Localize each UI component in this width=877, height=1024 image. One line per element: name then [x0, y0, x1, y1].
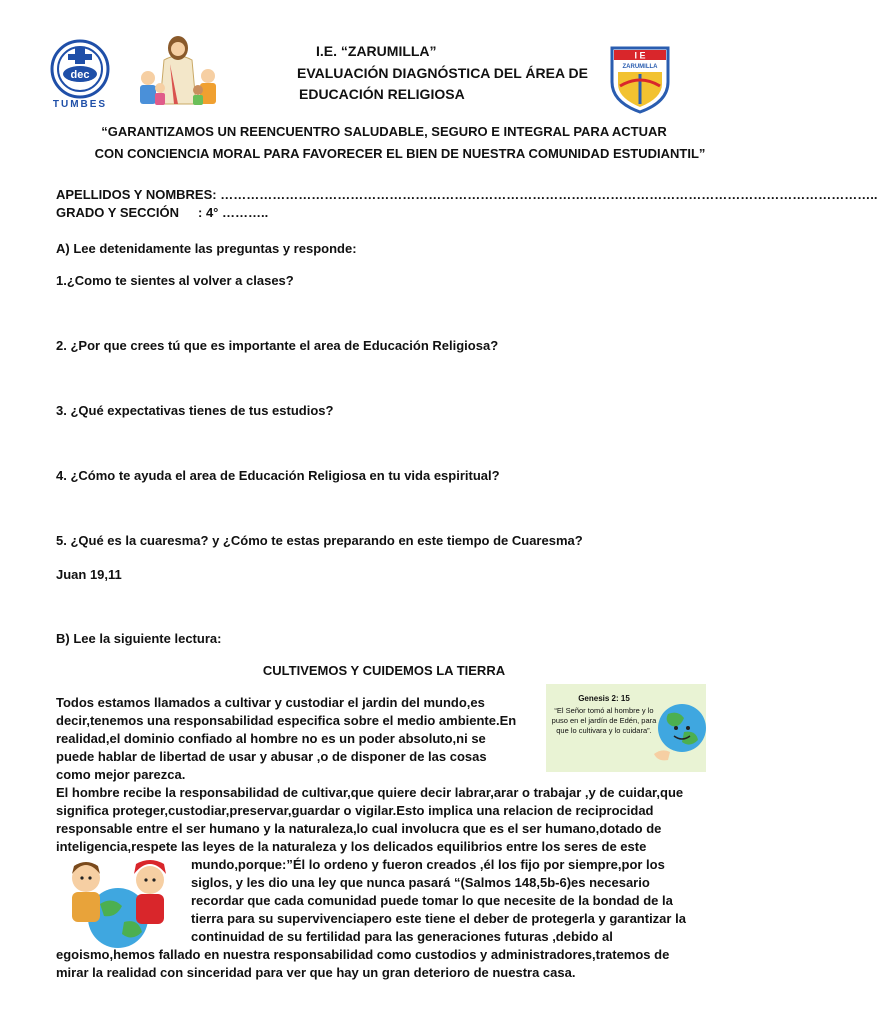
dec-tumbes-logo: [44, 36, 116, 108]
grade-section-field[interactable]: : 4° ………..: [198, 205, 269, 220]
paragraph-line: decir,tenemos una responsabilidad especifica sobre el medio ambiente.En: [56, 713, 517, 728]
question-4: 4. ¿Cómo te ayuda el area de Educación Religiosa en tu vida espiritual?: [56, 468, 500, 483]
question-1: 1.¿Como te sientes al volver a clases?: [56, 273, 294, 288]
question-5: 5. ¿Qué es la cuaresma? y ¿Cómo te estas preparando en este tiempo de Cuaresma?: [56, 533, 583, 548]
motto-line1: “GARANTIZAMOS UN REENCUENTRO SALUDABLE, SEGURO E INTEGRAL PARA ACTUAR: [101, 124, 667, 139]
paragraph-line: siglos, y les dio una ley que nunca pasará “(Salmos 148,5b-6)es necesario: [191, 875, 650, 890]
paragraph-line: significa proteger,custodiar,preservar,guardar o vigilar.Esto implica una relacion de reciprocidad: [56, 803, 654, 818]
jesus-with-children-illustration: [130, 30, 226, 106]
paragraph-line: Todos estamos llamados a cultivar y custodiar el jardin del mundo,es: [56, 695, 485, 710]
grade-section-label: GRADO Y SECCIÓN: [56, 205, 180, 220]
reading-paragraph-2-continued: [191, 856, 712, 946]
genesis-quote: “El Señor tomó al hombre y lo puso en el jardín de Edén, para que lo cultivara y lo cuidara”.: [551, 706, 657, 735]
genesis-quote-card: [546, 684, 706, 772]
paragraph-line: inteligencia,respete las leyes de la naturaleza y los delicados equilibrios entre los seres de este: [56, 839, 647, 854]
document-title-line2: EDUCACIÓN RELIGIOSA: [299, 86, 465, 102]
reading-paragraph-2: [56, 784, 712, 856]
school-name: I.E. “ZARUMILLA”: [316, 43, 437, 59]
paragraph-line: continuidad de su fertilidad para las generaciones futuras ,debido al: [191, 929, 613, 944]
genesis-reference: Genesis 2: 15: [578, 694, 630, 703]
shield-caption: ZARUMILLA: [622, 64, 658, 70]
question-2: 2. ¿Por que crees tú que es importante el area de Educación Religiosa?: [56, 338, 499, 353]
paragraph-line: como mejor parezca.: [56, 767, 186, 782]
dec-logo-caption: TUMBES: [52, 99, 108, 110]
paragraph-line: El hombre recibe la responsabilidad de cultivar,que quiere decir labrar,arar o trabajar ,y de cuidar,que: [56, 785, 684, 800]
paragraph-line: egoismo,hemos fallado en nuestra responsabilidad como custodios y administradores,tratemos de: [56, 947, 670, 962]
shield-text: I E: [634, 50, 646, 61]
paragraph-line: recordar que cada comunidad puede tomar lo que necesite de la bondad de la: [191, 893, 673, 908]
paragraph-line: mirar la realidad con sinceridad para ver que hay un gran deterioro de nuestra casa.: [56, 965, 576, 980]
paragraph-line: puede hablar de libertad de usar y abusar ,o de disponer de las cosas: [56, 749, 487, 764]
dec-logo-text: dec: [70, 69, 90, 81]
document-title-line1: EVALUACIÓN DIAGNÓSTICA DEL ÁREA DE: [297, 65, 588, 81]
children-with-globe-illustration: [52, 852, 184, 950]
question-3: 3. ¿Qué expectativas tienes de tus estudios?: [56, 403, 334, 418]
student-name-field[interactable]: APELLIDOS Y NOMBRES: ……………………………………………………………………………………………………………………………………..: [56, 187, 877, 202]
reading-paragraph-1: [56, 694, 534, 784]
section-a-instruction: A) Lee detenidamente las preguntas y responde:: [56, 241, 357, 256]
motto-line2: CON CONCIENCIA MORAL PARA FAVORECER EL BIEN DE NUESTRA COMUNIDAD ESTUDIANTIL”: [94, 146, 706, 161]
paragraph-line: mundo,porque:”Él lo ordeno y fueron creados ,él los fijo por siempre,por los: [191, 857, 665, 872]
bible-reference: Juan 19,11: [56, 567, 122, 582]
reading-title: CULTIVEMOS Y CUIDEMOS LA TIERRA: [262, 663, 506, 678]
paragraph-line: realidad,el dominio confiado al hombre no es un poder absoluto,ni se: [56, 731, 486, 746]
paragraph-line: tierra para su supervivenciapero este tiene el deber de protegerla y garantizar la: [191, 911, 686, 926]
paragraph-line: responsable entre el ser humano y la naturaleza,lo cual involucra que es el ser humano,dotado de: [56, 821, 662, 836]
section-b-instruction: B) Lee la siguiente lectura:: [56, 631, 222, 646]
ie-zarumilla-shield-logo: [608, 44, 672, 114]
reading-paragraph-2-final: [56, 946, 712, 982]
